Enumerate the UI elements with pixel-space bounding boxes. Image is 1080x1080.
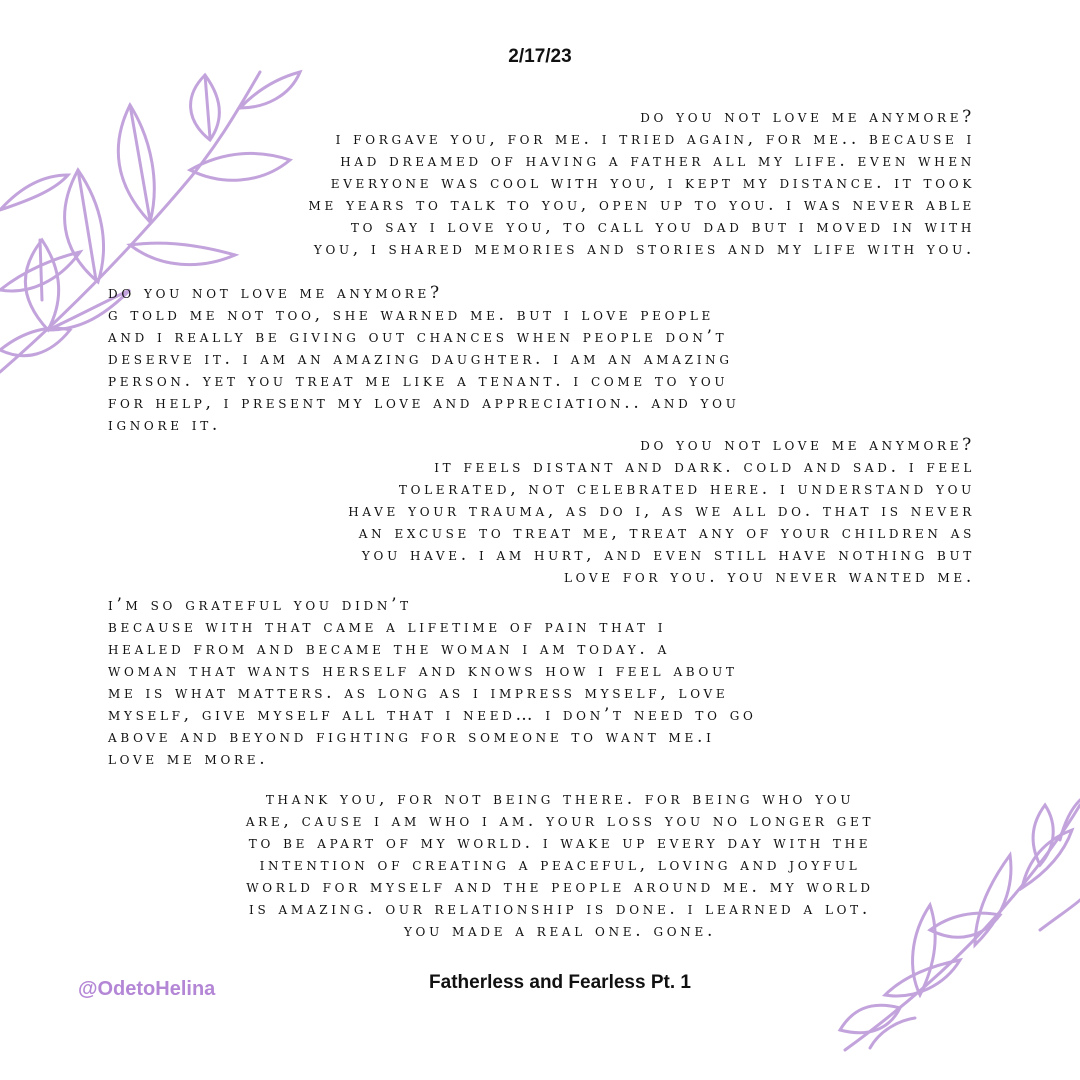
- poem-line: i forgave you, for me. i tried again, for me.. because i: [335, 129, 975, 149]
- poem-line: tolerated, not celebrated here. i understand you: [398, 479, 975, 499]
- poem-stanza-4: [108, 594, 928, 770]
- poem-stanza-3: [150, 434, 975, 588]
- poem-line: g told me not too, she warned me. but i love people: [108, 305, 715, 325]
- poem-line: woman that wants herself and knows how i feel about: [108, 661, 738, 681]
- poem-line: have your trauma, as do i, as we all do. that is never: [348, 501, 975, 521]
- poem-line: you, i shared memories and stories and my life with you.: [313, 239, 975, 259]
- poem-line: love for you. you never wanted me.: [563, 567, 975, 587]
- poem-line: is amazing. our relationship is done. i learned a lot.: [249, 899, 871, 919]
- poem-line: deserve it. i am an amazing daughter. i am an amazing: [108, 349, 733, 369]
- poem-stanza-5: [120, 788, 1000, 942]
- poem-line: you have. i am hurt, and even still have nothing but: [361, 545, 975, 565]
- poem-line: myself, give myself all that i need… i don’t need to go: [108, 705, 757, 725]
- poem-line: do you not love me anymore?: [640, 107, 975, 127]
- author-handle: @OdetoHelina: [78, 978, 216, 1000]
- poem-line: ignore it.: [108, 415, 222, 435]
- poem-line: everyone was cool with you, i kept my distance. it took: [330, 173, 975, 193]
- poem-line: me years to talk to you, open up to you. i was never able: [308, 195, 975, 215]
- poem-line: i’m so grateful you didn’t: [108, 595, 412, 615]
- poem-line: for help, i present my love and appreciation.. and you: [108, 393, 740, 413]
- poem-line: world for myself and the people around me. my world: [246, 877, 874, 897]
- poem-stanza-1: [150, 106, 975, 260]
- poem-line: had dreamed of having a father all my life. even when: [340, 151, 975, 171]
- poem-stanza-2: [108, 282, 928, 436]
- poem-title: Fatherless and Fearless Pt. 1: [429, 972, 691, 993]
- poem-line: do you not love me anymore?: [640, 435, 975, 455]
- poem-line: and i really be giving out chances when people don’t: [108, 327, 728, 347]
- poem-line: me is what matters. as long as i impress myself, love: [108, 683, 729, 703]
- poem-line: to be apart of my world. i wake up every day with the: [248, 833, 872, 853]
- poem-line: person. yet you treat me like a tenant. i come to you: [108, 371, 729, 391]
- poem-line: you made a real one. gone.: [403, 921, 717, 941]
- poem-line: are, cause i am who i am. your loss you no longer get: [245, 811, 875, 831]
- post-date: 2/17/23: [508, 46, 572, 67]
- poem-line: above and beyond fighting for someone to want me.i: [108, 727, 715, 747]
- poem-line: because with that came a lifetime of pain that i: [108, 617, 667, 637]
- poem-line: an excuse to treat me, treat any of your children as: [358, 523, 975, 543]
- poem-line: intention of creating a peaceful, loving and joyful: [259, 855, 861, 875]
- poem-line: it feels distant and dark. cold and sad. i feel: [434, 457, 975, 477]
- poem-line: do you not love me anymore?: [108, 283, 443, 303]
- poem-line: thank you, for not being there. for being who you: [265, 789, 855, 809]
- poem-line: love me more.: [108, 749, 269, 769]
- poem-line: to say i love you, to call you dad but i moved in with: [350, 217, 975, 237]
- poem-line: healed from and became the woman i am today. a: [108, 639, 671, 659]
